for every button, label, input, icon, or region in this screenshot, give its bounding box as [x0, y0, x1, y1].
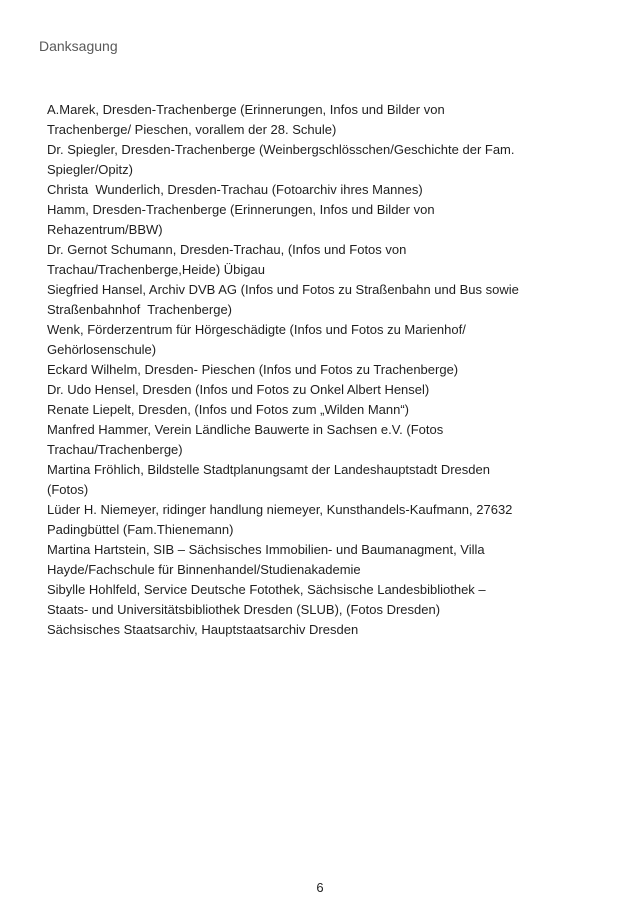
text-line: Spiegler/Opitz) [47, 162, 133, 177]
text-line: Siegfried Hansel, Archiv DVB AG (Infos und Fotos zu Straßenbahn und Bus sowie [47, 282, 519, 297]
text-line: Wenk, Förderzentrum für Hörgeschädigte (Infos und Fotos zu Marienhof/ [47, 322, 466, 337]
text-line: Rehazentrum/BBW) [47, 222, 163, 237]
page-number: 6 [316, 880, 324, 895]
text-line: Padingbüttel (Fam.Thienemann) [47, 522, 234, 537]
text-line: Sächsisches Staatsarchiv, Hauptstaatsarchiv Dresden [47, 622, 359, 637]
acknowledgment-entry-froehlich [47, 460, 617, 500]
text-line: Trachau/Trachenberge) [47, 442, 183, 457]
text-line: Hayde/Fachschule für Binnenhandel/Studienakademie [47, 562, 361, 577]
acknowledgments-list [47, 100, 617, 640]
acknowledgment-entry-hammer [47, 420, 617, 460]
text-line: Trachenberge/ Pieschen, vorallem der 28. Schule) [47, 122, 337, 137]
text-line: Gehörlosenschule) [47, 342, 157, 357]
text-line: A.Marek, Dresden-Trachenberge (Erinnerungen, Infos und Bilder von [47, 102, 445, 117]
text-line: Hamm, Dresden-Trachenberge (Erinnerungen, Infos und Bilder von [47, 202, 435, 217]
acknowledgment-entry-schumann [47, 240, 617, 280]
acknowledgment-entry-hamm [47, 200, 617, 240]
acknowledgment-entry-wunderlich [47, 180, 617, 200]
text-line: Renate Liepelt, Dresden, (Infos und Fotos zum „Wilden Mann“) [47, 402, 410, 417]
acknowledgment-entry-marek [47, 100, 617, 140]
acknowledgment-entry-staatsarchiv [47, 620, 617, 640]
text-line: Sibylle Hohlfeld, Service Deutsche Fotothek, Sächsische Landesbibliothek – [47, 582, 486, 597]
acknowledgment-entry-niemeyer [47, 500, 617, 540]
text-line: Christa Wunderlich, Dresden-Trachau (Fotoarchiv ihres Mannes) [47, 182, 423, 197]
acknowledgment-entry-wenk [47, 320, 617, 360]
acknowledgment-entry-hensel [47, 380, 617, 400]
acknowledgment-entry-hohlfeld [47, 580, 617, 620]
acknowledgment-entry-spiegler [47, 140, 617, 180]
acknowledgment-entry-hansel [47, 280, 617, 320]
text-line: Eckard Wilhelm, Dresden- Pieschen (Infos und Fotos zu Trachenberge) [47, 362, 459, 377]
text-line: Dr. Gernot Schumann, Dresden-Trachau, (Infos und Fotos von [47, 242, 407, 257]
text-line: Dr. Udo Hensel, Dresden (Infos und Fotos zu Onkel Albert Hensel) [47, 382, 430, 397]
text-line: Martina Fröhlich, Bildstelle Stadtplanungsamt der Landeshauptstadt Dresden [47, 462, 490, 477]
text-line: (Fotos) [47, 482, 89, 497]
text-line: Staats- und Universitätsbibliothek Dresden (SLUB), (Fotos Dresden) [47, 602, 441, 617]
text-line: Lüder H. Niemeyer, ridinger handlung niemeyer, Kunsthandels-Kaufmann, 27632 [47, 502, 513, 517]
text-line: Trachau/Trachenberge,Heide) Übigau [47, 262, 265, 277]
text-line: Dr. Spiegler, Dresden-Trachenberge (Weinbergschlösschen/Geschichte der Fam. [47, 142, 515, 157]
acknowledgment-entry-hartstein [47, 540, 617, 580]
text-line: Straßenbahnhof Trachenberge) [47, 302, 233, 317]
acknowledgment-entry-wilhelm [47, 360, 617, 380]
text-line: Manfred Hammer, Verein Ländliche Bauwerte in Sachsen e.V. (Fotos [47, 422, 444, 437]
text-line: Martina Hartstein, SIB – Sächsisches Immobilien- und Baumanagment, Villa [47, 542, 485, 557]
page-heading: Danksagung [39, 38, 118, 54]
acknowledgment-entry-liepelt [47, 400, 617, 420]
